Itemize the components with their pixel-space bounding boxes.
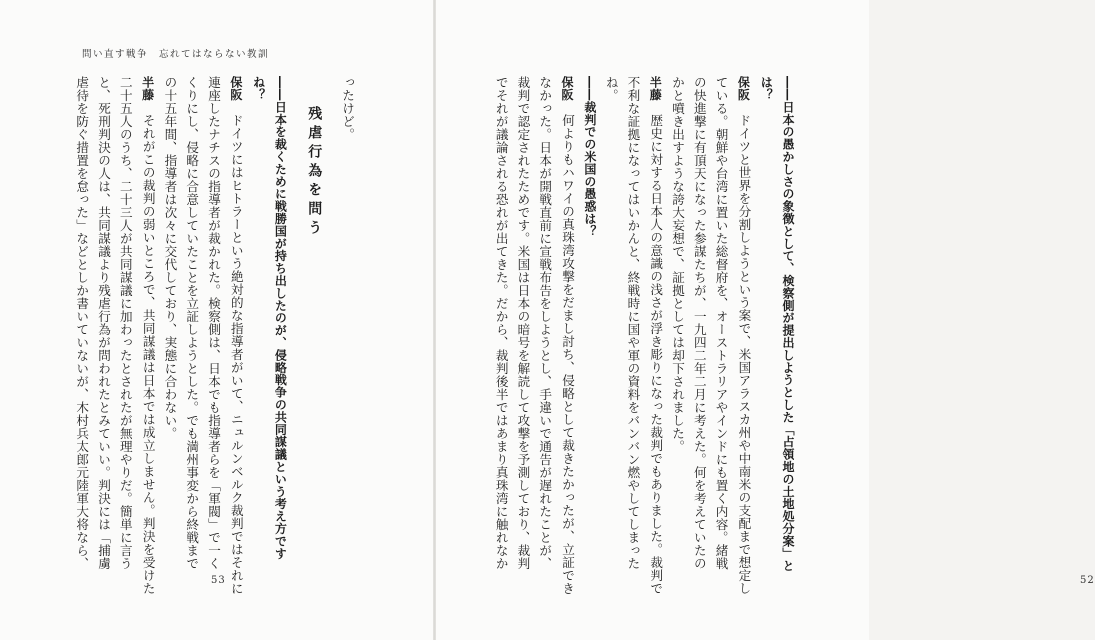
page-number-left: 53 [211,575,226,586]
right-line: 不利な証拠になってはいかんと、終戦時に国や軍の資料をバンバン燃やしてしまった [625,76,641,570]
left-line: の十五年間、指導者は次々に交代しており、実態に合わない。 [162,76,178,440]
right-page-text [480,76,798,595]
right-line: 保阪 ドイツと世界を分割しようという案で、米国アラスカ州や中南米の支配まで想定し [736,76,752,595]
right-line: の快進撃に有頂天になった参謀たちが、一九四二年二月に考えた。何を考えていたの [691,76,707,570]
right-page [436,0,1095,640]
speaker-name: 保阪 [736,76,751,101]
left-line: ――日本を裁くために戦勝国が持ち出したのが、侵略戦争の共同謀議という考え方です [273,76,288,560]
right-line: は？ [759,76,774,101]
right-line: かと噴き出すような誇大妄想で、証拠としては却下されました。 [670,76,686,453]
left-line: ったけど。 [340,76,355,141]
running-head: 問い直す戦争 忘れてはならない教訓 [82,49,270,60]
left-line: 虐待を防ぐ措置を怠った」などとしか書いていないが、木村兵太郎元陸軍大将なら、 [74,76,90,570]
right-line: でそれが議論される恐れが出てきた。だから、裁判後半ではあまり真珠湾に触れなか [493,76,509,570]
right-line: ――裁判での米国の愚惑は？ [582,76,597,238]
right-line: ね。 [603,76,619,102]
left-line: と、死刑判決の人は、共同謀議より残虐行為が問われたとみていい。判決には「捕虜 [96,76,112,570]
left-line: 半藤 それがこの裁判の弱いところで、共同謀議は日本では成立しません。判決を受けた [140,76,156,595]
left-page [0,0,433,640]
left-line: くりにし、侵略に合意していたことを立証しようとした。でも満州事変から終戦まで [184,76,200,570]
left-line: 保阪 ドイツにはヒトラーという絶対的な指導者がいて、ニュルンベルク裁判ではそれに [228,76,244,595]
right-line: 保阪 何よりもハワイの真珠湾攻撃をだまし討ち、侵略として裁きたかったが、立証でき [560,76,576,595]
speaker-name: 半藤 [140,76,155,101]
left-line: 残虐行為を問う [306,106,323,239]
left-line: 二十五人のうち、二十三人が共同謀議に加わったとされたが無理やりだ。簡単に言う [117,76,133,570]
right-line: ている。朝鮮や台湾に置いた総督府を、オーストラリアやインドにも置く内容。緒戦 [713,76,729,570]
right-line: 裁判で認定されたためです。米国は日本の暗号を解読して攻撃を予測しており、裁判 [515,76,531,570]
speaker-name: 保阪 [228,76,243,101]
right-line: なかった。日本が開戦直前に宣戦布告をしようとし、手違いで通告が遅れたことが、 [537,76,553,570]
left-line: 連座したナチスの指導者が裁かれた。検察側は、日本でも指導者らを「軍閥」で一く [206,76,222,570]
speaker-name: 保阪 [560,76,575,101]
right-line: 半藤 歴史に対する日本人の意識の浅さが浮き彫りになった裁判でもありました。裁判で [648,76,664,595]
right-line: ――日本の愚かしさの象徴として、検察側が提出しようとした「占領地の土地処分案」と [781,76,795,572]
left-line: ね？ [251,76,266,101]
speaker-name: 半藤 [648,76,663,101]
page-number-right: 52 [1080,575,1095,586]
